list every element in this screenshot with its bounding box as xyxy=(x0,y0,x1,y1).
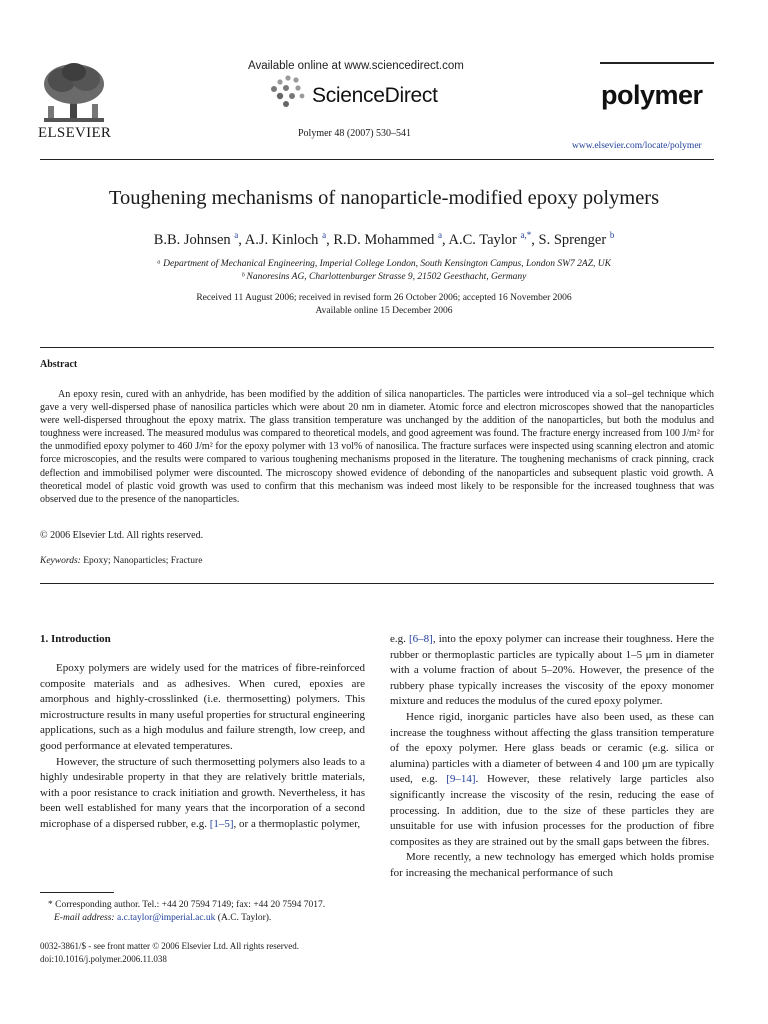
body-column-right xyxy=(390,632,714,882)
abstract-top-rule xyxy=(40,347,714,348)
author-name: S. Sprenger xyxy=(538,231,610,248)
intro-paragraph-1: Epoxy polymers are widely used for the matrices of fibre-reinforced composite materials and as adhesives. When cured, epoxies are amorphous and highly-crosslinked (i.e. thermosetting) polymers. This microstructure results in many useful properties for structural engineering applications, such as a high modulus and failure strength, low creep, and good performance at elevated temperatures. xyxy=(40,662,366,752)
available-date: Available online 15 December 2006 xyxy=(315,306,453,316)
journal-url-link[interactable]: www.elsevier.com/locate/polymer xyxy=(572,141,702,151)
journal-name: polymer xyxy=(601,80,703,110)
author-affiliation-marker[interactable]: a,* xyxy=(520,230,532,240)
intro-paragraph-2: However, the structure of such thermosetting polymers also leads to a highly undesirable property in that they are relatively brittle materials, with a poor resistance to crack initiation and growth. Nevertheless, it has been well established for many years that the incorporation of a second microphase of a dispersed rubber, e.g. [1–5], or a thermoplastic polymer, xyxy=(40,755,365,830)
elsevier-tree-logo xyxy=(38,60,110,128)
corresponding-line: * Corresponding author. Tel.: +44 20 7594 7149; fax: +44 20 7594 7017. xyxy=(48,900,326,910)
issn-doi-block xyxy=(40,940,299,965)
abstract-body: An epoxy resin, cured with an anhydride, has been modified by the addition of silica nanoparticles. The particles were introduced via a sol–gel technique which gave a very well-dispersed phase of nanosilica particles which were about 20 nm in diameter. Atomic force and electron microscopes showed that the nanoparticles were well-dispersed throughout the epoxy matrix. The glass transition temperature was unchanged by the addition of the nanoparticles, but both the modulus and toughness were increased. The measured modulus was compared to theoretical models, and good agreement was found. The fracture energy increased from 100 J/m² for the unmodified epoxy polymer to 460 J/m² for the epoxy polymer with 13 vol% of nanosilica. The fracture surfaces were inspected using scanning electron and atomic force microscopies, and the results were compared to various toughening mechanisms proposed in the literature. The toughening mechanisms of crack pinning, crack deflection and immobilised polymer were discounted. The microscopy showed evidence of debonding of the nanoparticles and subsequent plastic void growth. A theoretical model of plastic void growth was used to confirm that this mechanism was indeed most likely to be responsible for the increased toughness that was observed due to the presence of the nanoparticles. xyxy=(40,389,714,505)
reference-link[interactable]: [6–8] xyxy=(409,633,433,645)
body-column-left xyxy=(40,661,365,833)
abstract-heading: Abstract xyxy=(40,359,78,370)
abstract-copyright: © 2006 Elsevier Ltd. All rights reserved. xyxy=(40,530,204,541)
author-affiliation-marker[interactable]: b xyxy=(609,230,615,240)
author-list: B.B. Johnsen $^a$, A.J. Kinloch $^a$, R.D. Mohammed $^a$, A.C. Taylor $^{a,*}$, S. Sprenger $^b$ xyxy=(153,230,615,248)
keywords-values: Epoxy; Nanoparticles; Fracture xyxy=(83,556,203,566)
email-label: E-mail address: xyxy=(54,913,115,923)
citation-line: Polymer 48 (2007) 530–541 xyxy=(298,128,412,139)
reference-link[interactable]: [1–5] xyxy=(209,817,234,830)
doi-line[interactable]: doi:10.1016/j.polymer.2006.11.038 xyxy=(40,953,167,964)
received-dates: Received 11 August 2006; received in revised form 26 October 2006; accepted 16 November 2006 xyxy=(196,293,572,303)
affiliation-a: ᵃ Department of Mechanical Engineering, Imperial College London, South Kensington Campus, London SW7 2AZ, UK xyxy=(157,259,611,269)
email-link[interactable]: a.c.taylor@imperial.ac.uk xyxy=(116,913,216,923)
keywords-line xyxy=(40,556,202,566)
sciencedirect-brand[interactable]: ScienceDirect xyxy=(312,84,438,107)
sciencedirect-dots-icon xyxy=(266,74,310,108)
author-name: R.D. Mohammed xyxy=(333,231,439,248)
corresponding-author-footnote: * Corresponding author. Tel.: +44 20 7594 7149; fax: +44 20 7594 7017. E-mail address: a.c.taylor@imperial.ac.uk (A.C. Taylor). xyxy=(40,899,370,925)
intro-paragraph-4: Hence rigid, inorganic particles have also been used, as these can increase the toughness without affecting the glass transition temperature of the epoxy polymer. Here glass beads or ceramic (e.g. silica or alumina) particles with a diameter of between 4 and 100 μm are typically used, e.g. [9–14]. However, these relatively large particles also significantly increase the viscosity of the resin, reducing the ease of processing. In addition, due to the size of these particles they are unsuitable for use with infusion processes for the production of fibre composites as they are strained out by the small gaps between the fibres. xyxy=(390,710,715,848)
author-name: B.B. Johnsen xyxy=(153,231,235,248)
footnote-rule xyxy=(40,892,114,893)
author-affiliation-marker[interactable]: a xyxy=(234,230,239,240)
affiliation-b: ᵇ Nanoresins AG, Charlottenburger Strasse 9, 21502 Geesthacht, Germany xyxy=(241,272,527,282)
header-divider-right xyxy=(600,62,714,64)
header-divider xyxy=(40,159,714,160)
author-name: A.C. Taylor xyxy=(448,231,521,248)
intro-paragraph-5: More recently, a new technology has emerged which holds promise for increasing the mechanical performance of such xyxy=(390,851,714,879)
section-heading-introduction: 1. Introduction xyxy=(40,633,111,645)
reference-link[interactable]: [9–14] xyxy=(446,773,476,786)
available-online-text[interactable]: Available online at www.sciencedirect.com xyxy=(248,60,464,72)
publisher-name: ELSEVIER xyxy=(38,125,112,141)
intro-paragraph-3: e.g. [6–8], into the epoxy polymer can increase their toughness. Here the rubber or thermoplastic particles are typically about 1–5 μm in diameter with a volume fraction of about 5–20%. However, the presence of the rubbery phase typically increases the viscosity of the epoxy monomer mixture and reduces the modulus of the cured epoxy polymer. xyxy=(390,633,714,708)
issn-line: 0032-3861/$ - see front matter © 2006 Elsevier Ltd. All rights reserved. xyxy=(40,941,300,951)
author-affiliation-marker[interactable]: a xyxy=(322,230,327,240)
article-title: Toughening mechanisms of nanoparticle-modified epoxy polymers xyxy=(108,187,660,209)
abstract-bottom-rule xyxy=(40,583,714,584)
keywords-label: Keywords: xyxy=(40,556,81,566)
author-name: A.J. Kinloch xyxy=(244,231,323,248)
author-affiliation-marker[interactable]: a xyxy=(438,230,443,240)
